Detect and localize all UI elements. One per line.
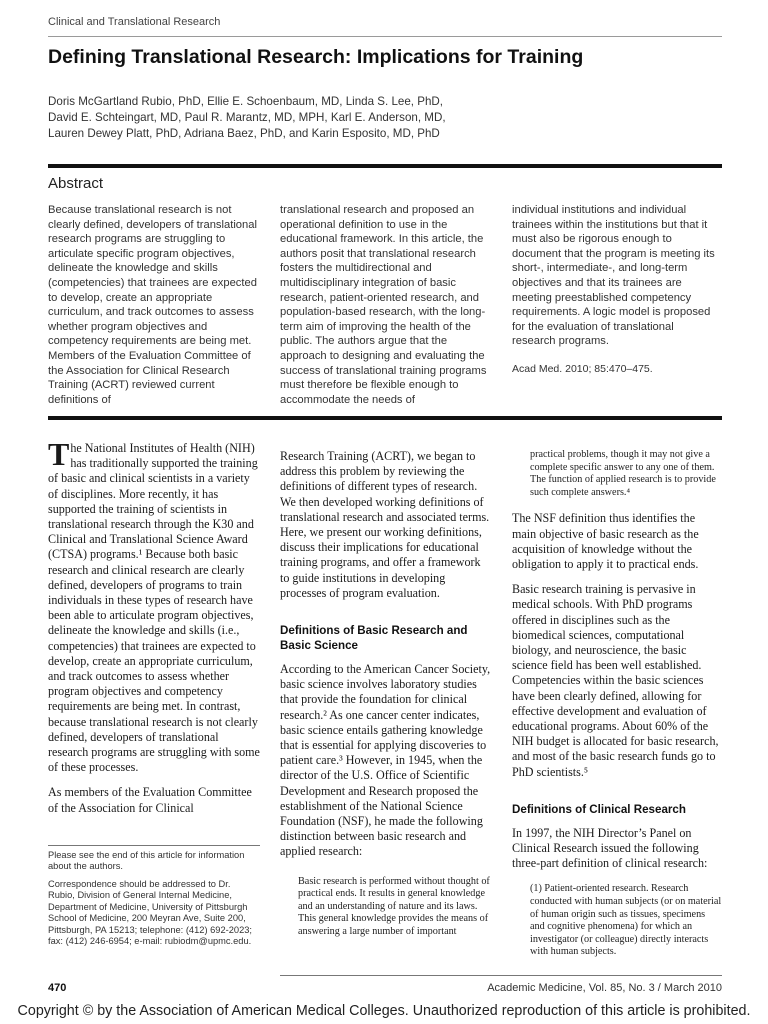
correspondence-note: Correspondence should be addressed to Dr. Rubio, Division of General Internal Medicine, Department of Medicine, University of Pittsburgh School of Medicine, 200 Meyran Ave, Suite 200, Pittsburgh, PA 15213; telephone: (412) 692-2023; fax: (412) 246-6954; e-mail: rubiodm@upmc.edu.: [48, 879, 252, 947]
article-title: Defining Translational Research: Implications for Training: [48, 46, 584, 68]
body-paragraph: In 1997, the NIH Director’s Panel on Clinical Research issued the following three-part definition of clinical research:: [512, 825, 708, 871]
abstract-column-2: translational research and proposed an operational definition to use in the educational framework. In this article, the authors posit that translational research fosters the multidirectional and multidisciplinary integration of basic research, patient-oriented research, and population-based research, with the long-term aim of improving the health of the public. The authors argue that the approach to designing and evaluating the success of translational training programs must therefore be flexible enough to accommodate the needs of: [280, 204, 487, 406]
header-rule: [48, 36, 722, 37]
section-heading-clinical-research: Definitions of Clinical Research: [512, 802, 686, 816]
footnote-rule: [48, 845, 260, 846]
body-paragraph: The NSF definition thus identifies the main objective of basic research as the acquisition of knowledge without the obligation to apply it to practical ends.: [512, 511, 699, 571]
body-column-2: [280, 449, 492, 951]
body-paragraph: As members of the Evaluation Committee of the Association for Clinical: [48, 785, 252, 815]
abstract-column-1: Because translational research is not clearly defined, developers of translational research programs are struggling to articulate specific program objectives, delineate the knowledge and skills (competencies) that trainees are expected to develop, create an appropriate curriculum, and track outcomes to assess whether program objectives and competency requirements are being met. Members of the Evaluation Committee of the Association for Clinical Research Training (ACRT) reviewed current definitions of: [48, 204, 257, 406]
page-number: 470: [48, 982, 67, 994]
author-info-note: Please see the end of this article for information about the authors.: [48, 850, 245, 872]
author-line: Lauren Dewey Platt, PhD, Adriana Baez, PhD, and Karin Esposito, MD, PhD: [48, 127, 440, 140]
block-quote: (1) Patient-oriented research. Research conducted with human subjects (or on material of human origin such as tissues, specimens and cognitive phenomena) for which an investigator (or colleague) directly interacts with human subjects.: [530, 883, 722, 958]
section-heading-basic-research: Definitions of Basic Research and Basic Science: [280, 624, 468, 653]
drop-cap: T: [48, 436, 70, 472]
intro-text: he National Institutes of Health (NIH) has traditionally supported the training of basic and clinical scientists in a variety of disciplines. More recently, it has supported the training of scientists in translational research through the K30 and Clinical and Translational Science Award (CTSA) programs.¹ Because both basic research and clinical research are clearly defined, developers of programs to train individuals in these types of research have been able to articulate program objectives, delineate the knowledge and skills (i.e., competencies) that trainees are expected to develop, create an appropriate curriculum, and track outcomes to assess whether program objectives and competency requirements are being met. In contrast, because translational research is not clearly defined, developers of translational research programs are struggling with some of these processes.: [48, 441, 260, 775]
abstract-heading: Abstract: [48, 175, 104, 192]
body-column-1: [48, 436, 260, 826]
running-head: Clinical and Translational Research: [48, 16, 221, 28]
intro-paragraph: [48, 436, 260, 775]
footer-rule: [280, 975, 722, 976]
citation: Acad Med. 2010; 85:470–475.: [512, 363, 653, 375]
journal-info: Academic Medicine, Vol. 85, No. 3 / March 2010: [487, 982, 722, 994]
copyright-notice: Copyright © by the Association of American Medical Colleges. Unauthorized reproduction of this article is prohibited.: [17, 1003, 751, 1019]
author-list: [48, 94, 608, 142]
body-paragraph: Basic research training is pervasive in medical schools. With PhD programs offered in disciplines such as the biomedical sciences, computational biology, and neuroscience, the basic science field has been well established. Competencies within the basic sciences have been clearly defined, allowing for effective development and evaluation of educational programs. About 60% of the NIH budget is allocated for basic research, and most of the basic research funds go to PhD scientists.⁵: [512, 582, 719, 779]
author-line: Doris McGartland Rubio, PhD, Ellie E. Schoenbaum, MD, Linda S. Lee, PhD,: [48, 95, 444, 108]
body-paragraph: Research Training (ACRT), we began to address this problem by reviewing the definitions of different types of research. We then developed working definitions of translational research and associated terms. Here, we present our working definitions, discuss their implications for educational training programs, and offer a framework to guide institutions in developing processes of program evaluation.: [280, 449, 490, 600]
abstract-column-3: individual institutions and individual trainees within the institutions but that it must also be rigorous enough to document that the program is meeting its short-, intermediate-, and long-term objectives and that its trainees are meeting preestablished competency requirements. A logic model is proposed for the evaluation of translational research programs.: [512, 204, 715, 348]
body-column-3: [512, 449, 722, 971]
block-quote: Basic research is performed without thought of practical ends. It results in general knowledge and an understanding of nature and its laws. This general knowledge provides the means of answering a large number of important: [298, 875, 490, 938]
body-paragraph: According to the American Cancer Society, basic science involves laboratory studies that provide the foundation for clinical research.² As one cancer center indicates, basic science entails gathering knowledge that is essential for applying discoveries to patient care.³ However, in 1945, when the director of the U.S. Office of Scientific Development and Research proposed the establishment of the National Science Foundation (NSF), he made the following distinction between basic research and applied research:: [280, 662, 491, 859]
block-quote-continued: practical problems, though it may not give a complete specific answer to any one of them. The function of applied research is to provide such complete answers.⁴: [530, 449, 716, 498]
abstract-bottom-rule: [48, 416, 722, 420]
author-line: David E. Schteingart, MD, Paul R. Marantz, MD, MPH, Karl E. Anderson, MD,: [48, 111, 446, 124]
abstract-top-rule: [48, 164, 722, 168]
